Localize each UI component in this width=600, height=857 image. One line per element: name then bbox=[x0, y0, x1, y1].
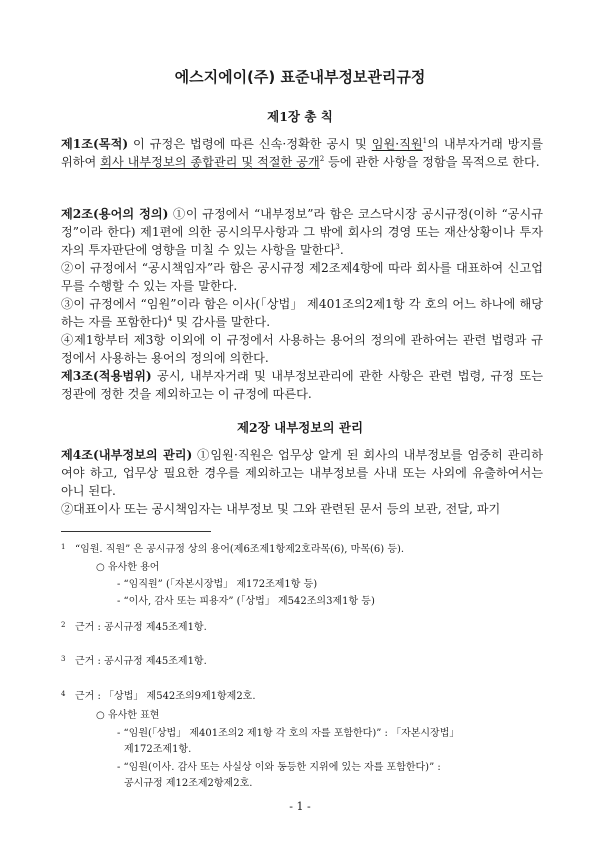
article-2-para-2: ②이 규정에서 “공시책임자”라 함은 공시규정 제2조제4항에 따라 회사를 대표하여 신고업무를 수행할 수 있는 자를 말한다. bbox=[61, 261, 543, 293]
document-title: 에스지에이(주) 표준내부정보관리규정 bbox=[174, 68, 426, 86]
article-4-para-2: ②대표이사 또는 공시책임자는 내부정보 및 그와 관련된 문서 등의 보관, 전달, 파기 bbox=[61, 502, 501, 516]
article-2 bbox=[61, 205, 543, 403]
footnote-text: “임원. 직원” 은 공시규정 상의 용어(제6조제1항제2호라목(6), 마목(6) 등). bbox=[75, 544, 405, 555]
footnote-number: 1 bbox=[61, 543, 66, 551]
article-2-part: 및 감사를 말한다. bbox=[172, 315, 271, 329]
article-2-part: ③이 규정에서 “임원”이라 함은 이사(「상법」 제401조의2제1항 각 호의 어느 하나에 해당하는 자를 포함한다) bbox=[61, 297, 543, 329]
article-2-heading: 제2조(용어의 정의) bbox=[61, 207, 169, 221]
article-4-heading: 제4조(내부정보의 관리) bbox=[61, 448, 193, 462]
footnote-ref-1: 1 bbox=[422, 136, 428, 145]
footnote-text: 근거 : 「상법」 제542조의9제1항제2호. bbox=[75, 691, 256, 702]
footnote-2 bbox=[61, 620, 543, 636]
article-1-part: 이 규정은 법령에 따른 신속·정확한 공시 및 bbox=[128, 137, 372, 151]
article-4-part: ①임원·직원은 업무상 알게 된 회사의 내부정보를 엄중히 관리하여야 하고, 업무상 필요한 경우를 제외하고는 내부정보를 사내 또는 사외에 유출하여서는 아니 된다. bbox=[61, 448, 543, 498]
article-1-part: 의 내부자거래 방지를 위하여 bbox=[61, 137, 543, 169]
article-1-part: 등에 관한 사항을 정함을 목적으로 한다. bbox=[324, 155, 540, 169]
footnote-4-similar: ○ 유사한 표현 bbox=[96, 710, 160, 721]
chapter-2-title: 제2장 내부정보의 관리 bbox=[236, 420, 364, 435]
footnote-1-similar: ○ 유사한 용어 bbox=[96, 562, 160, 573]
footnote-text: 근거 : 공시규정 제45조제1항. bbox=[75, 656, 207, 667]
footnote-text: 근거 : 공시규정 제45조제1항. bbox=[75, 622, 207, 633]
article-2-para-4: ④제1항부터 제3항 이외에 이 규정에서 사용하는 용어의 정의에 관하여는 관련 법령과 규정에서 사용하는 용어의 정의에 의한다. bbox=[61, 333, 543, 365]
footnote-4-item-1: - “임원(「상법」 제401조의2 제1항 각 호의 자를 포함한다)” : 「자본시장법」 bbox=[117, 728, 460, 739]
article-1 bbox=[61, 135, 543, 171]
footnote-4-item-2-cont: 공시규정 제12조제2항제2호. bbox=[124, 778, 253, 789]
article-1-heading: 제1조(목적) bbox=[61, 137, 129, 151]
article-2-part: . bbox=[339, 243, 344, 257]
article-2-para-1 bbox=[61, 205, 543, 259]
article-3-part: 공시, 내부자거래 및 내부정보관리에 관한 사항은 관련 법령, 규정 또는 정관에 정한 것을 제외하고는 이 규정에 따른다. bbox=[61, 369, 543, 401]
page-number: - 1 - bbox=[289, 800, 311, 813]
article-3-heading: 제3조(적용범위) bbox=[61, 369, 152, 383]
article-3-text bbox=[61, 367, 543, 403]
article-2-para-3 bbox=[61, 295, 543, 331]
footnote-1-item-2: - “이사, 감사 또는 피용자” (「상법」 제542조의3제1항 등) bbox=[117, 596, 375, 607]
footnote-3 bbox=[61, 654, 543, 670]
underlined-term: 회사 내부정보의 종합관리 및 적절한 공개 bbox=[100, 155, 320, 169]
article-1-text bbox=[61, 135, 543, 171]
footnote-number: 3 bbox=[61, 655, 66, 663]
footnote-4 bbox=[61, 689, 543, 705]
footnote-number: 4 bbox=[61, 690, 66, 698]
underlined-term: 임원·직원 bbox=[371, 137, 423, 151]
footnote-number: 2 bbox=[61, 621, 66, 629]
chapter-1-title: 제1장 총 칙 bbox=[267, 109, 333, 124]
footnote-1-item-1: - “임직원” (「자본시장법」 제172조제1항 등) bbox=[117, 579, 318, 590]
footnote-4-item-2: - “임원(이사. 감사 또는 사실상 이와 동등한 지위에 있는 자를 포함한다)” : bbox=[117, 762, 441, 773]
footnote-ref-4: 4 bbox=[167, 314, 173, 323]
article-4 bbox=[61, 446, 543, 518]
footnote-1 bbox=[61, 542, 543, 558]
footnote-ref-2: 2 bbox=[319, 154, 325, 163]
article-4-para-1 bbox=[61, 446, 543, 500]
footnote-ref-3: 3 bbox=[335, 242, 340, 251]
article-2-part: ①이 규정에서 “내부정보”라 함은 코스닥시장 공시규정(이하 “공시규정”이라 한다) 제1편에 의한 공시의무사항과 그 밖에 회사의 경영 또는 재산상황이나 투자자의 투자판단에 영향을 미칠 수 있는 사항을 말한다 bbox=[61, 207, 543, 257]
footnote-4-item-1-cont: 제172조제1항. bbox=[124, 744, 192, 755]
footnote-divider bbox=[61, 531, 211, 532]
